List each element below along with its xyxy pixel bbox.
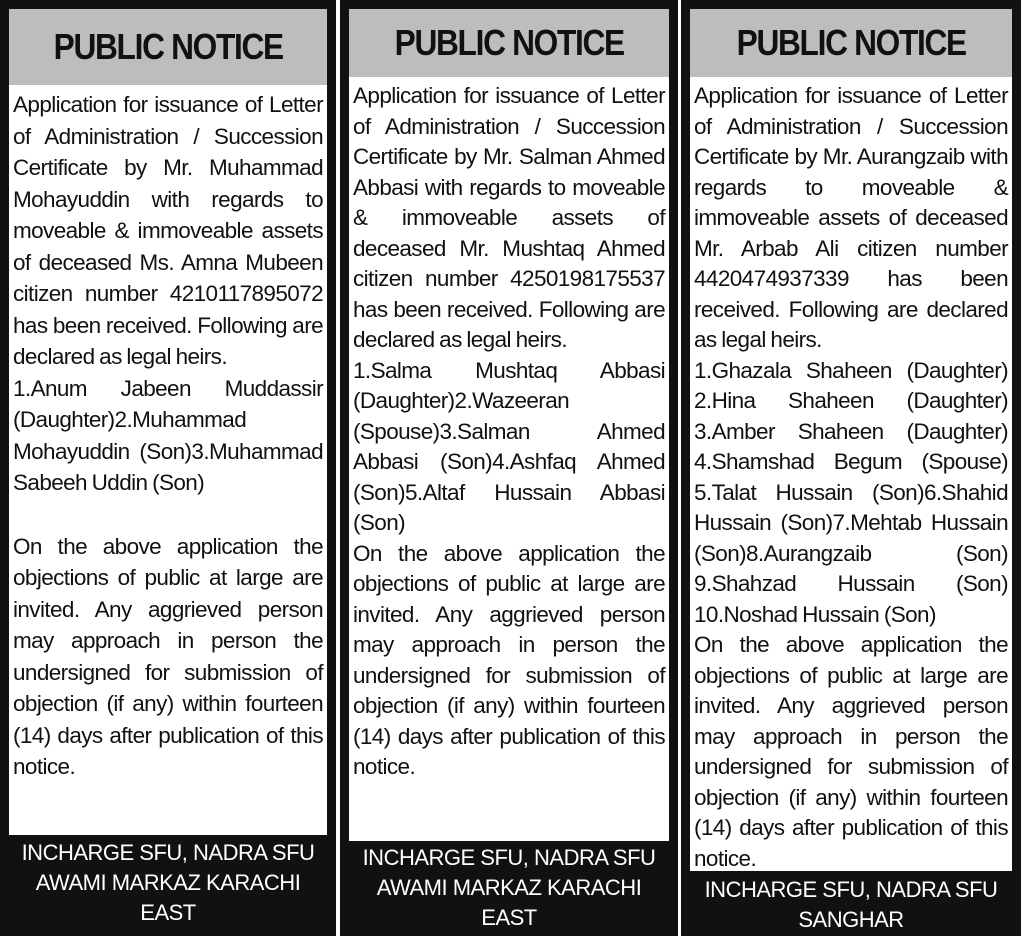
footer-line: INCHARGE SFU, NADRA SFU [21, 840, 315, 865]
footer-line: INCHARGE SFU, NADRA SFU [704, 877, 998, 902]
notice-title: PUBLIC NOTICE [53, 26, 283, 67]
public-notice-2 [340, 0, 678, 936]
notice-title-bar [9, 9, 327, 85]
objection-text: On the above application the objections of public at large are invited. Any aggrieved person may approach in person the undersigned for submission of objection (if any) within fourteen (14) days after publication of this notice. [353, 540, 665, 779]
notice-title-bar [690, 9, 1012, 77]
notice-footer [9, 838, 327, 936]
notice-footer [349, 843, 669, 936]
legal-heirs-list: 1.Ghazala Shaheen (Daughter) 2.Hina Shaheen (Daughter) 3.Amber Shaheen (Daughter) 4.Shamshad Begum (Spouse) 5.Talat Hussain (Son)6.Shahid Hussain (Son)7.Mehtab Hussain (Son)8.Aurangzaib (Son) 9.Shahzad Hussain (Son) 10.Noshad Hussain (Son) [694, 357, 1008, 627]
footer-line: EAST [481, 905, 537, 930]
notice-title: PUBLIC NOTICE [394, 22, 624, 63]
footer-line: EAST [140, 900, 196, 925]
public-notice-1 [0, 0, 336, 936]
application-text: Application for issuance of Letter of Administration / Succession Certificate by Mr. Muhammad Mohayuddin with regards to moveable & immoveable assets of deceased Ms. Amna Mubeen citizen number 4210117895072 has been received. Following are declared as legal heirs. [13, 92, 323, 369]
footer-line: INCHARGE SFU, NADRA SFU [362, 845, 656, 870]
footer-line: SANGHAR [798, 907, 904, 932]
notice-title: PUBLIC NOTICE [736, 22, 966, 63]
legal-heirs-list: 1.Anum Jabeen Muddassir (Daughter)2.Muhammad Mohayuddin (Son)3.Muhammad Sabeeh Uddin (Son) [13, 375, 323, 495]
notice-footer [690, 875, 1012, 936]
public-notice-3 [681, 0, 1021, 936]
notice-body [349, 77, 669, 841]
objection-text: On the above application the objections of public at large are invited. Any aggrieved person may approach in person the undersigned for submission of objection (if any) within fourteen (14) days after publication of this notice. [13, 533, 323, 779]
objection-text: On the above application the objections of public at large are invited. Any aggrieved person may approach in person the undersigned for submission of objection (if any) within fourteen (14) days after publication of this notice. [694, 632, 1008, 871]
application-text: Application for issuance of Letter of Administration / Succession Certificate by Mr. Salman Ahmed Abbasi with regards to moveable & immoveable assets of deceased Mr. Mushtaq Ahmed citizen number 4250198175537 has been received. Following are declared as legal heirs. [353, 83, 665, 352]
notice-body [690, 77, 1012, 871]
notice-title-bar [349, 9, 669, 77]
notice-body [9, 85, 327, 835]
footer-line: AWAMI MARKAZ KARACHI [35, 870, 301, 895]
footer-line: AWAMI MARKAZ KARACHI [376, 875, 642, 900]
paragraph-gap [13, 499, 323, 531]
application-text: Application for issuance of Letter of Administration / Succession Certificate by Mr. Aurangzaib with regards to moveable & immoveable assets of deceased Mr. Arbab Ali citizen number 4420474937339 has been received. Following are declared as legal heirs. [694, 83, 1008, 352]
legal-heirs-list: 1.Salma Mushtaq Abbasi (Daughter)2.Wazeeran (Spouse)3.Salman Ahmed Abbasi (Son)4.Ashfaq Ahmed (Son)5.Altaf Hussain Abbasi (Son) [353, 357, 665, 535]
